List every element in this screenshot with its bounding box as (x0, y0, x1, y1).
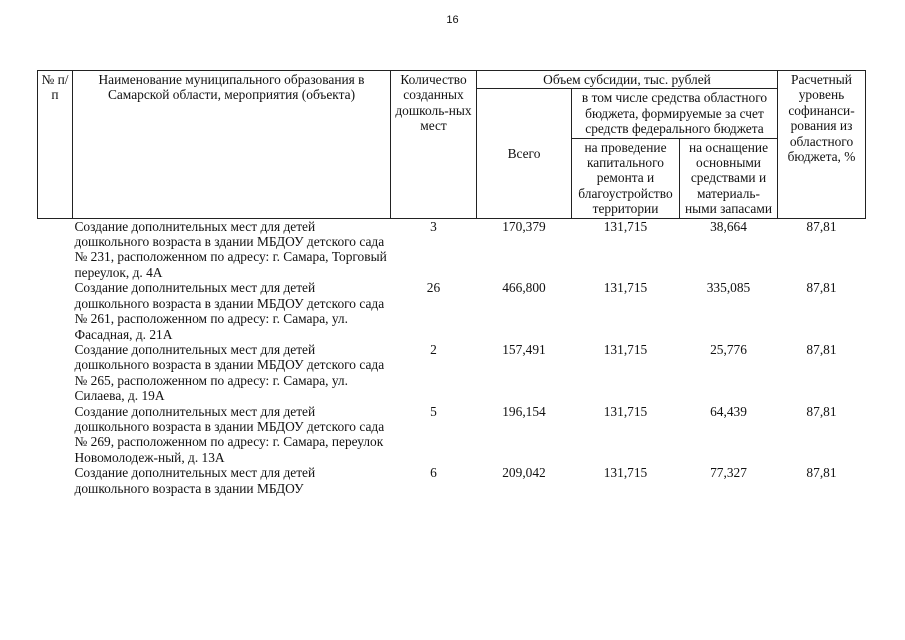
cell-repair: 131,715 (603, 465, 648, 481)
cell-name: Создание дополнительных мест для детей дошкольного возраста в здании МБДОУ детского сада № 265, расположенном по адресу: г. Самара, ул. Силаева, д. 19А (74, 341, 385, 404)
cell-num (38, 342, 73, 404)
header-equip: на оснащение основными средствами и материаль-ными запасами (680, 138, 778, 218)
page-number: 16 (446, 14, 459, 26)
table-row (38, 404, 866, 466)
cell-repair: 131,715 (603, 341, 648, 357)
table-body (38, 218, 866, 496)
cell-places: 2 (430, 341, 437, 357)
header-repair: на проведение капитального ремонта и благоустройство территории (572, 138, 680, 218)
cell-name: Создание дополнительных мест для детей дошкольного возраста в здании МБДОУ детского сада № 231, расположенном по адресу: г. Самара, Торговый переулок, д. 4А (74, 218, 387, 280)
cell-num (38, 465, 73, 496)
cell-total: 170,379 (502, 218, 546, 234)
cell-rate: 87,81 (806, 403, 837, 419)
cell-repair: 131,715 (603, 403, 648, 419)
cell-num (38, 404, 73, 466)
cell-total: 466,800 (502, 280, 546, 296)
table-row (38, 342, 866, 404)
header-rate: Расчетный уровень софинанси-рования из областного бюджета, % (778, 71, 866, 219)
cell-repair: 131,715 (603, 280, 648, 296)
cell-name: Создание дополнительных мест для детей дошкольного возраста в здании МБДОУ детского сада № 269, расположенном по адресу: г. Самара, переулок Новомолодеж-ный, д. 13А (74, 403, 385, 465)
cell-equip: 38,664 (710, 218, 747, 234)
cell-rate: 87,81 (806, 218, 837, 234)
cell-equip: 64,439 (710, 403, 747, 419)
header-name: Наименование муниципального образования в Самарской области, мероприятия (объекта) (73, 71, 391, 219)
cell-num (38, 280, 73, 342)
cell-places: 6 (430, 465, 437, 481)
table-row (38, 280, 866, 342)
table-row (38, 218, 866, 280)
cell-repair: 131,715 (603, 218, 648, 234)
header-incl: в том числе средства областного бюджета, формируемые за счет средств федерального бюджета (572, 89, 778, 138)
cell-places: 26 (426, 280, 441, 296)
cell-name: Создание дополнительных мест для детей дошкольного возраста в здании МБДОУ детского сада № 261, расположенном по адресу: г. Самара, ул. Фасадная, д. 21А (74, 280, 385, 342)
cell-places: 3 (430, 218, 437, 234)
cell-equip: 77,327 (710, 465, 747, 481)
cell-rate: 87,81 (806, 341, 837, 357)
cell-name: Создание дополнительных мест для детей дошкольного возраста в здании МБДОУ (74, 465, 316, 496)
header-total: Всего (477, 89, 572, 218)
cell-rate: 87,81 (806, 280, 837, 296)
cell-equip: 335,085 (706, 280, 751, 296)
table-row (38, 465, 866, 496)
cell-rate: 87,81 (806, 465, 837, 481)
header-places: Количество созданных дошколь-ных мест (391, 71, 477, 219)
cell-places: 5 (430, 403, 437, 419)
cell-total: 209,042 (502, 465, 546, 481)
header-num: № п/п (38, 71, 73, 219)
cell-total: 196,154 (502, 403, 546, 419)
header-subsidy: Объем субсидии, тыс. рублей (477, 71, 778, 89)
cell-equip: 25,776 (710, 341, 747, 357)
cell-num (38, 218, 73, 280)
subsidy-table (37, 70, 866, 496)
cell-total: 157,491 (502, 341, 546, 357)
